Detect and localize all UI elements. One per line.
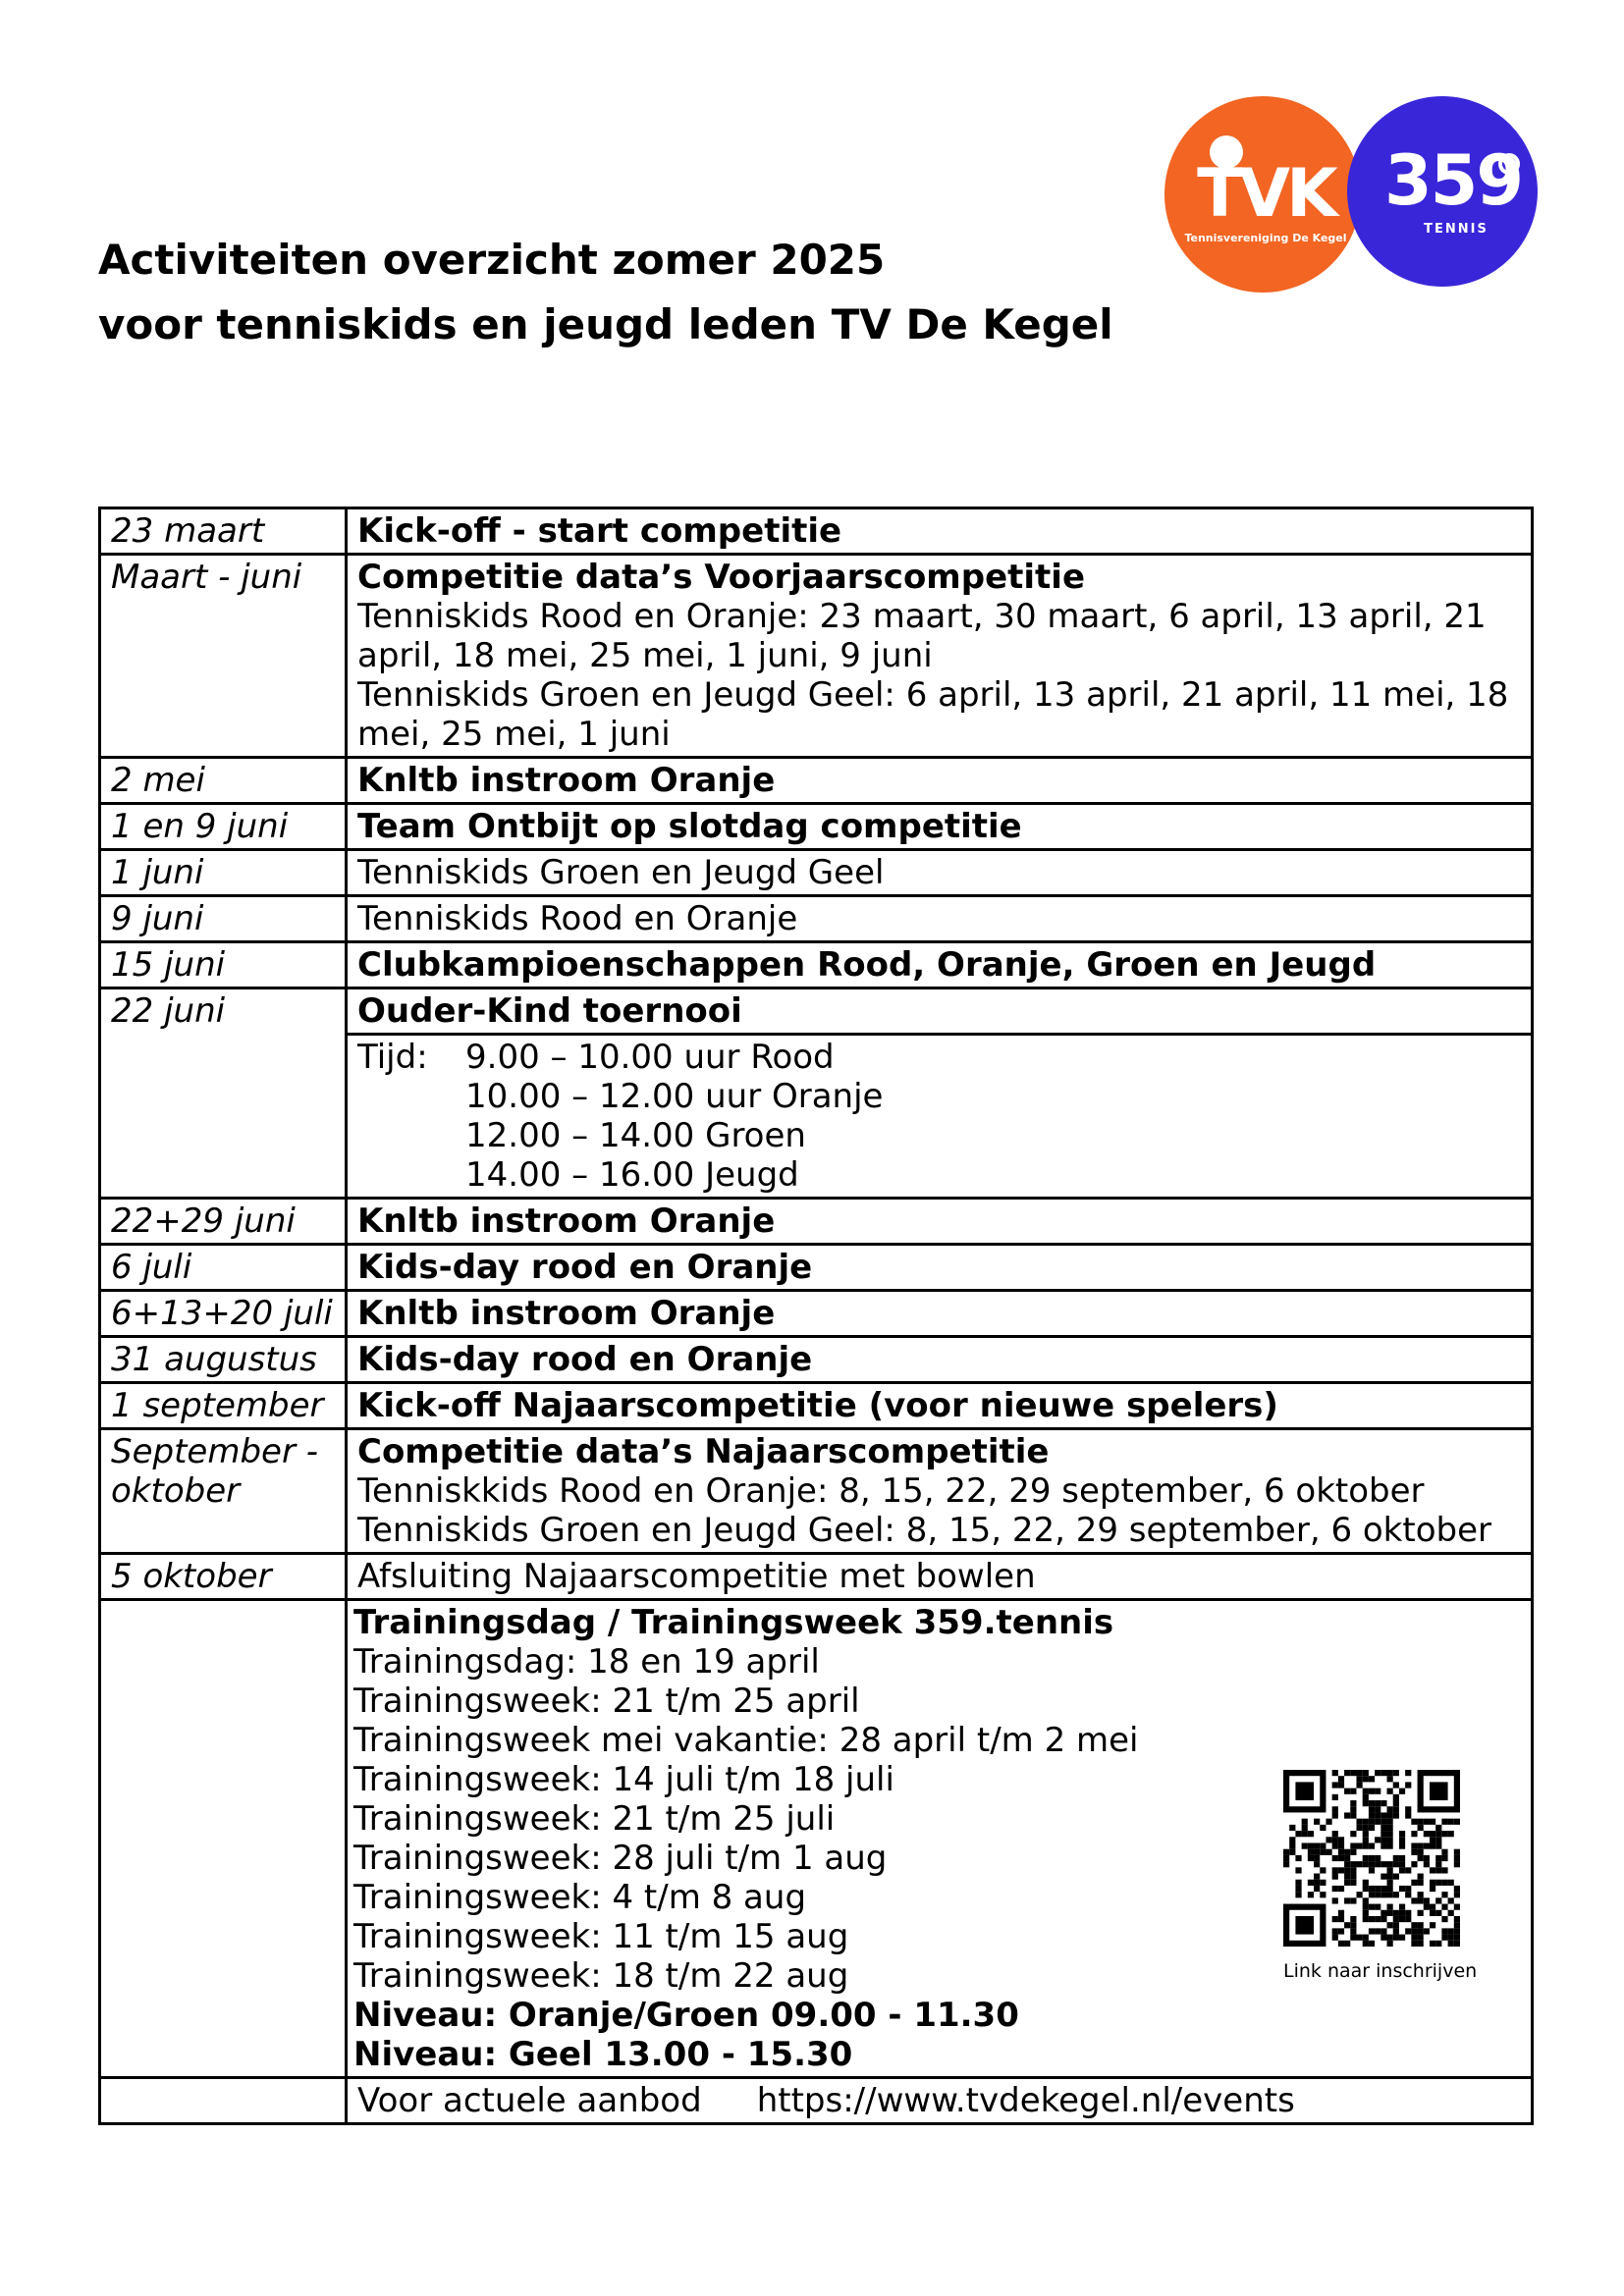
training-level: Niveau: Oranje/Groen 09.00 - 11.30 — [353, 1996, 1019, 2035]
table-row — [100, 850, 1533, 896]
tvk-logo-text: TVK — [1197, 155, 1334, 233]
row-line: Tenniskkids Rood en Oranje: 8, 15, 22, 29 september, 6 oktober — [357, 1471, 1425, 1511]
row-line: Tenniskids Groen en Jeugd Geel: 6 april, 13 april, 21 april, 11 mei, 18 mei, 25 mei, 1 juni — [357, 675, 1509, 754]
row-title: Ouder-Kind toernooi — [347, 988, 1533, 1035]
training-title: Trainingsdag / Trainingsweek 359.tennis — [353, 1603, 1114, 1642]
table-row — [100, 896, 1533, 942]
footer-label: Voor actuele aanbod — [357, 2081, 702, 2120]
footer-cell — [347, 2078, 1533, 2124]
degree-icon — [1498, 153, 1520, 175]
training-line: Trainingsweek mei vakantie: 28 april t/m 2 mei — [353, 1721, 1139, 1760]
title-line-2: voor tenniskids en jeugd leden TV De Kegel — [98, 300, 1113, 348]
row-text: Tenniskids Rood en Oranje — [347, 896, 1533, 942]
table-row — [100, 942, 1533, 988]
tijd-line: 12.00 – 14.00 Groen — [465, 1116, 806, 1155]
row-text: Tenniskids Groen en Jeugd Geel — [347, 850, 1533, 896]
row-date: 5 oktober — [100, 1554, 347, 1600]
table-row — [100, 1291, 1533, 1337]
row-title: Knltb instroom Oranje — [347, 758, 1533, 804]
table-row — [100, 1245, 1533, 1291]
training-row — [100, 1600, 1533, 2078]
row-title: Clubkampioenschappen Rood, Oranje, Groen en Jeugd — [347, 942, 1533, 988]
tennis359-logo-text: 359 — [1383, 140, 1523, 221]
training-line: Trainingsweek: 14 juli t/m 18 juli — [353, 1760, 894, 1799]
row-title: Team Ontbijt op slotdag competitie — [347, 804, 1533, 850]
row-description — [347, 555, 1533, 758]
row-description — [347, 1429, 1533, 1554]
row-title: Kids-day rood en Oranje — [347, 1245, 1533, 1291]
tijd-cell — [347, 1035, 1533, 1199]
training-line: Trainingsweek: 21 t/m 25 april — [353, 1682, 860, 1721]
tvk-logo-subtitle: Tennisvereniging De Kegel — [1184, 232, 1347, 244]
table-row — [100, 758, 1533, 804]
qr-code[interactable] — [1283, 1770, 1478, 1984]
row-date: 1 en 9 juni — [100, 804, 347, 850]
tvk-logo — [1164, 96, 1361, 293]
tijd-line: 10.00 – 12.00 uur Oranje — [465, 1077, 884, 1116]
row-title: Kick-off - start competitie — [347, 508, 1533, 555]
row-date: 6+13+20 juli — [100, 1291, 347, 1337]
footer-row — [100, 2078, 1533, 2124]
row-date: 23 maart — [100, 508, 347, 555]
training-line: Trainingsweek: 18 t/m 22 aug — [353, 1956, 849, 1996]
table-row — [100, 1383, 1533, 1429]
row-date: September - oktober — [100, 1429, 347, 1554]
table-row — [100, 804, 1533, 850]
qr-code-icon[interactable] — [1283, 1770, 1460, 1947]
training-line: Trainingsweek: 11 t/m 15 aug — [353, 1917, 849, 1956]
row-date: 2 mei — [100, 758, 347, 804]
training-line: Trainingsweek: 4 t/m 8 aug — [353, 1878, 807, 1917]
row-date: 1 juni — [100, 850, 347, 896]
logos — [1164, 96, 1538, 293]
title-line-1: Activiteiten overzicht zomer 2025 — [98, 236, 886, 284]
row-date: 1 september — [100, 1383, 347, 1429]
row-title: Competitie data’s Najaarscompetitie — [357, 1432, 1050, 1471]
training-cell — [347, 1600, 1533, 2078]
table-row — [100, 508, 1533, 555]
row-date: Maart - juni — [100, 555, 347, 758]
row-title: Kick-off Najaarscompetitie (voor nieuwe spelers) — [347, 1383, 1533, 1429]
tennis359-logo-subtitle: TENNIS — [1424, 222, 1489, 237]
row-line: Tenniskids Rood en Oranje: 23 maart, 30 maart, 6 april, 13 april, 21 april, 18 mei, 25 mei, 1 juni, 9 juni — [357, 597, 1487, 675]
training-level: Niveau: Geel 13.00 - 15.30 — [353, 2035, 853, 2074]
row-date-empty — [100, 1600, 347, 2078]
events-link[interactable]: https://www.tvdekegel.nl/events — [756, 2081, 1295, 2120]
training-line: Trainingsdag: 18 en 19 april — [353, 1642, 820, 1682]
row-date: 31 augustus — [100, 1337, 347, 1383]
row-title: Knltb instroom Oranje — [347, 1291, 1533, 1337]
training-line: Trainingsweek: 28 juli t/m 1 aug — [353, 1839, 888, 1878]
row-line: Tenniskids Groen en Jeugd Geel: 8, 15, 22, 29 september, 6 oktober — [357, 1511, 1491, 1550]
row-title: Competitie data’s Voorjaarscompetitie — [357, 558, 1086, 597]
row-title: Kids-day rood en Oranje — [347, 1337, 1533, 1383]
table-row — [100, 1429, 1533, 1554]
tijd-line: 14.00 – 16.00 Jeugd — [465, 1155, 799, 1195]
qr-label: Link naar inschrijven — [1283, 1960, 1478, 1982]
table-row — [100, 988, 1533, 1035]
row-date: 9 juni — [100, 896, 347, 942]
schedule-table — [98, 507, 1534, 2125]
row-text: Afsluiting Najaarscompetitie met bowlen — [347, 1554, 1533, 1600]
page-title — [98, 228, 1113, 357]
table-row — [100, 1199, 1533, 1245]
table-row — [100, 1554, 1533, 1600]
row-date-empty — [100, 2078, 347, 2124]
row-date: 22+29 juni — [100, 1199, 347, 1245]
tijd-line: 9.00 – 10.00 uur Rood — [465, 1038, 835, 1077]
table-row — [100, 1337, 1533, 1383]
row-date: 15 juni — [100, 942, 347, 988]
row-date: 6 juli — [100, 1245, 347, 1291]
row-date: 22 juni — [100, 988, 347, 1199]
row-title: Knltb instroom Oranje — [347, 1199, 1533, 1245]
table-row — [100, 555, 1533, 758]
tijd-label: Tijd: — [357, 1038, 428, 1077]
training-line: Trainingsweek: 21 t/m 25 juli — [353, 1799, 836, 1839]
